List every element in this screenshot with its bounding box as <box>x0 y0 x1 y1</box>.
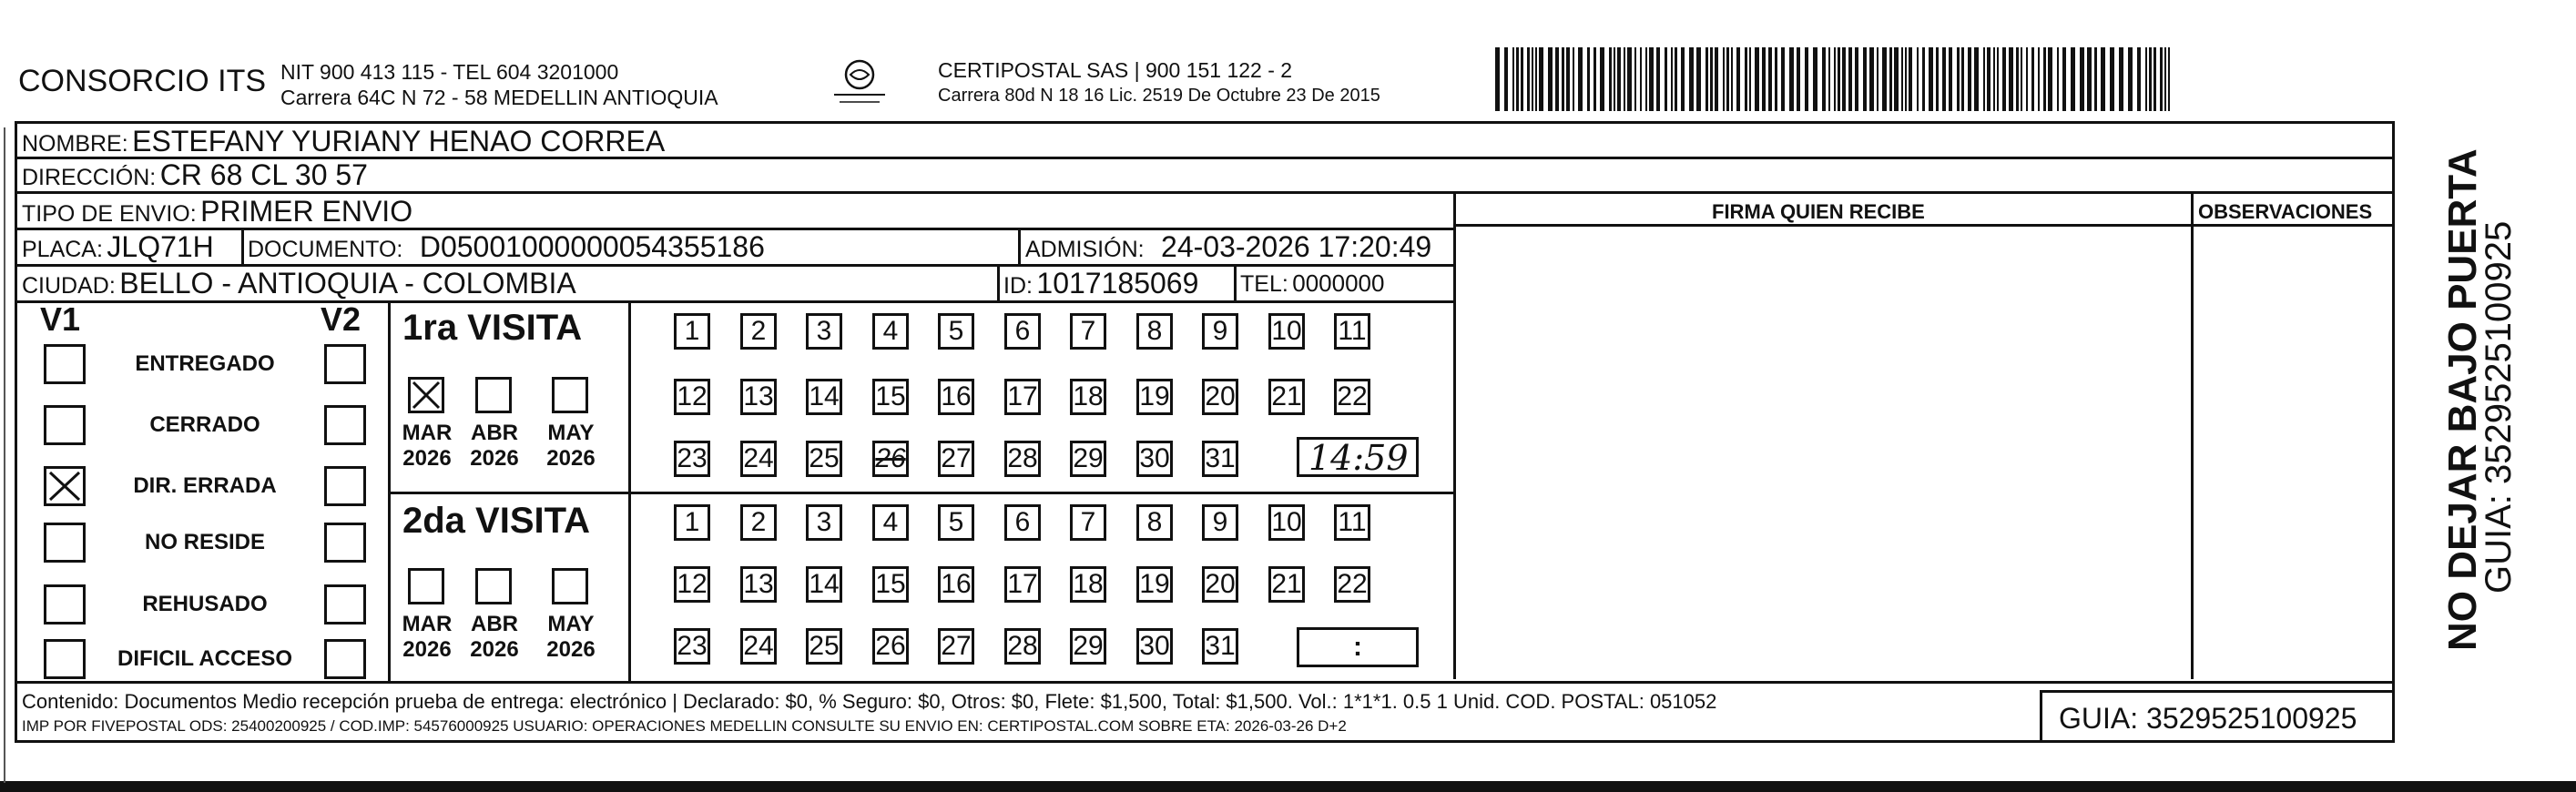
barcode-bar <box>1555 47 1559 111</box>
month-year: 2026 <box>470 446 519 471</box>
day-box[interactable]: 28 <box>1004 441 1041 477</box>
month-name: MAY <box>547 421 595 445</box>
day-box[interactable]: 15 <box>872 379 909 415</box>
placa-label: PLACA: <box>22 237 103 262</box>
admision-value: 24-03-2026 17:20:49 <box>1161 230 1432 263</box>
barcode-bar <box>1614 47 1615 111</box>
barcode-bar <box>1917 47 1919 111</box>
day-box[interactable]: 11 <box>1334 313 1370 350</box>
day-box[interactable]: 4 <box>872 313 909 350</box>
id-value: 1017185069 <box>1036 267 1199 300</box>
barcode-bar <box>1649 47 1654 111</box>
barcode-bar <box>1645 47 1647 111</box>
barcode-bar <box>1855 47 1858 111</box>
first-visit-time-box[interactable] <box>1297 437 1419 477</box>
certipostal-logo <box>830 56 889 106</box>
barcode-bar <box>1593 47 1596 111</box>
barcode-bar <box>1909 47 1912 111</box>
day-box[interactable]: 22 <box>1334 379 1370 415</box>
day-box[interactable]: 17 <box>1004 379 1041 415</box>
barcode-bar <box>1797 47 1800 111</box>
barcode-bar <box>1656 47 1660 111</box>
barcode-bar <box>1634 47 1636 111</box>
barcode-bar <box>1936 47 1939 111</box>
documento-label: DOCUMENTO: <box>248 237 403 262</box>
barcode-bar <box>2087 47 2092 111</box>
second-visit-time-box[interactable] <box>1297 627 1419 667</box>
barcode-bar <box>1813 47 1817 111</box>
day-box[interactable]: 6 <box>1004 504 1041 541</box>
barcode-bar <box>1822 47 1826 111</box>
barcode-bar <box>1877 47 1879 111</box>
month-label <box>463 421 526 472</box>
barcode-bar <box>1889 47 1892 111</box>
day-box[interactable]: 8 <box>1136 504 1173 541</box>
status-reason-label: DIR. ERRADA <box>133 473 277 498</box>
barcode-bar <box>1512 47 1514 111</box>
barcode-bar <box>2080 47 2084 111</box>
status-reason-label: REHUSADO <box>142 592 268 616</box>
barcode-bar <box>2101 47 2105 111</box>
barcode-bar <box>1675 47 1677 111</box>
barcode-bar <box>1957 47 1960 111</box>
barcode-bar <box>1562 47 1564 111</box>
v1-checkbox[interactable] <box>44 584 86 624</box>
day-box[interactable]: 29 <box>1070 628 1106 665</box>
barcode-bar <box>1710 47 1713 111</box>
day-box[interactable]: 31 <box>1202 628 1238 665</box>
barcode-bar <box>1949 47 1952 111</box>
day-box[interactable]: 24 <box>740 628 777 665</box>
tel-value: 0000000 <box>1292 269 1385 297</box>
month-checkbox-mar[interactable] <box>408 377 444 413</box>
barcode-bar <box>1665 47 1667 111</box>
month-year: 2026 <box>402 637 452 662</box>
ciudad-label: CIUDAD: <box>22 273 116 299</box>
carrier-address: Carrera 80d N 18 16 Lic. 2519 De Octubre 23 De 2015 <box>938 86 1380 106</box>
day-box[interactable]: 12 <box>674 379 710 415</box>
month-label <box>463 612 526 663</box>
day-box[interactable]: 1 <box>674 504 710 541</box>
barcode-bar <box>1689 47 1694 111</box>
side-guia: GUIA: 3529525100925 <box>2479 220 2519 594</box>
v1-checkbox[interactable] <box>44 344 86 384</box>
barcode-bar <box>2071 47 2075 111</box>
month-checkbox-may[interactable] <box>552 568 588 604</box>
barcode-bar <box>1863 47 1867 111</box>
barcode-bar <box>1587 47 1590 111</box>
second-visit-title: 2da VISITA <box>402 501 590 541</box>
barcode-bar <box>1842 47 1846 111</box>
barcode-bar <box>1516 47 1519 111</box>
tel-label: TEL: <box>1240 271 1288 297</box>
barcode-bar <box>1834 47 1836 111</box>
barcode-bar <box>1781 47 1785 111</box>
documento-row <box>248 230 765 264</box>
barcode-bar <box>2009 47 2013 111</box>
month-checkbox-may[interactable] <box>552 377 588 413</box>
barcode-bar <box>2160 47 2163 111</box>
day-box[interactable]: 29 <box>1070 441 1106 477</box>
ciudad-value: BELLO - ANTIOQUIA - COLOMBIA <box>119 267 576 300</box>
barcode-bar <box>1736 47 1740 111</box>
month-label <box>539 421 603 472</box>
barcode-bar <box>1527 47 1530 111</box>
barcode-bar <box>2026 47 2028 111</box>
company-nit: NIT 900 413 115 - TEL 604 3201000 <box>280 60 619 84</box>
day-box[interactable]: 21 <box>1268 566 1305 603</box>
day-box[interactable]: 20 <box>1202 566 1238 603</box>
day-box[interactable]: 1 <box>674 313 710 350</box>
barcode-bar <box>1745 47 1747 111</box>
month-checkbox-abr[interactable] <box>475 568 512 604</box>
day-box[interactable]: 18 <box>1070 566 1106 603</box>
barcode-bar <box>1869 47 1874 111</box>
second-visit-time: : <box>1353 632 1362 662</box>
barcode-bar <box>1726 47 1729 111</box>
barcode-bar <box>1997 47 1999 111</box>
tipo-label: TIPO DE ENVIO: <box>22 201 197 227</box>
day-box[interactable]: 18 <box>1070 379 1106 415</box>
barcode-bar <box>1987 47 1991 111</box>
status-reason-label: NO RESIDE <box>144 530 266 554</box>
v2-checkbox[interactable] <box>324 344 366 384</box>
day-box[interactable]: 7 <box>1070 504 1106 541</box>
month-year: 2026 <box>546 637 596 662</box>
barcode-bar <box>2145 47 2147 111</box>
day-box[interactable]: 4 <box>872 504 909 541</box>
barcode-bar <box>1974 47 1979 111</box>
barcode-bar <box>1942 47 1946 111</box>
day-box[interactable]: 8 <box>1136 313 1173 350</box>
day-box[interactable]: 9 <box>1202 504 1238 541</box>
month-name: ABR <box>471 421 518 445</box>
admision-label: ADMISIÓN: <box>1025 237 1145 262</box>
nombre-value: ESTEFANY YURIANY HENAO CORREA <box>132 125 666 157</box>
barcode-bar <box>1775 47 1777 111</box>
month-label <box>539 612 603 663</box>
nombre-row <box>22 125 665 158</box>
v2-checkbox[interactable] <box>324 639 366 679</box>
barcode-bar <box>1600 47 1604 111</box>
day-box[interactable]: 25 <box>806 441 842 477</box>
barcode-bar <box>2057 47 2059 111</box>
barcode-bar <box>1848 47 1852 111</box>
barcode-bar <box>1578 47 1583 111</box>
barcode-bar <box>1723 47 1725 111</box>
v1-label: V1 <box>40 300 81 338</box>
v2-checkbox[interactable] <box>324 466 366 506</box>
day-box[interactable]: 14 <box>806 379 842 415</box>
barcode-bar <box>1681 47 1685 111</box>
carrier-name: CERTIPOSTAL SAS | 900 151 122 - 2 <box>938 58 1293 82</box>
month-checkbox-mar[interactable] <box>408 568 444 604</box>
footer-line-1: Contenido: Documentos Medio recepción prueba de entrega: electrónico | Declarado: $0, % Seguro: $0, Otros: $0, Flete: $1,500, Total: $1,500. Vol.: 1*1*1. 0.5 1 Unid. COD. POSTAL: 051052 <box>22 690 1717 713</box>
status-reason-label: CERRADO <box>149 412 260 437</box>
month-name: MAY <box>547 612 595 636</box>
barcode-bar <box>1828 47 1830 111</box>
v1-checkbox[interactable] <box>44 405 86 445</box>
barcode-bar <box>1905 47 1907 111</box>
day-box[interactable]: 30 <box>1136 441 1173 477</box>
barcode-bar <box>2137 47 2141 111</box>
barcode-bar <box>1961 47 1964 111</box>
barcode-bar <box>1983 47 1985 111</box>
barcode-bar <box>1696 47 1701 111</box>
day-box[interactable]: 6 <box>1004 313 1041 350</box>
v2-label: V2 <box>321 300 361 338</box>
direccion-label: DIRECCIÓN: <box>22 165 157 190</box>
id-label: ID: <box>1003 273 1033 299</box>
day-box[interactable]: 7 <box>1070 313 1106 350</box>
barcode-bar <box>1838 47 1840 111</box>
v1-checkbox[interactable] <box>44 523 86 563</box>
v2-checkbox[interactable] <box>324 523 366 563</box>
barcode-bar <box>2062 47 2066 111</box>
barcode-bar <box>1609 47 1612 111</box>
first-visit-time: 14:59 <box>1308 438 1409 478</box>
barcode-bar <box>1929 47 1933 111</box>
day-box[interactable]: 16 <box>938 379 974 415</box>
barcode-bar <box>1882 47 1887 111</box>
barcode-bar <box>2002 47 2006 111</box>
day-box[interactable]: 2 <box>740 313 777 350</box>
month-year: 2026 <box>402 446 452 471</box>
v2-checkbox[interactable] <box>324 584 366 624</box>
barcode-bar <box>1539 47 1543 111</box>
barcode-bar <box>2094 47 2097 111</box>
month-label <box>395 421 459 472</box>
day-box[interactable]: 13 <box>740 566 777 603</box>
status-reason-label: ENTREGADO <box>135 351 275 376</box>
direccion-row <box>22 158 368 192</box>
barcode-bar <box>2031 47 2034 111</box>
month-name: MAR <box>402 421 453 445</box>
v1-checkbox[interactable] <box>44 639 86 679</box>
day-box[interactable]: 17 <box>1004 566 1041 603</box>
day-box[interactable]: 30 <box>1136 628 1173 665</box>
barcode <box>1493 47 2173 111</box>
barcode-bar <box>2119 47 2123 111</box>
day-box[interactable]: 23 <box>674 441 710 477</box>
day-box[interactable]: 5 <box>938 313 974 350</box>
day-box[interactable]: 31 <box>1202 441 1238 477</box>
day-box[interactable]: 24 <box>740 441 777 477</box>
barcode-bar <box>1640 47 1642 111</box>
barcode-bar <box>1968 47 1971 111</box>
barcode-bar <box>1624 47 1625 111</box>
barcode-bar <box>2110 47 2114 111</box>
month-name: ABR <box>471 612 518 636</box>
barcode-bar <box>2164 47 2166 111</box>
direccion-value: CR 68 CL 30 57 <box>159 158 368 191</box>
barcode-bar <box>1504 47 1508 111</box>
day-box[interactable]: 3 <box>806 313 842 350</box>
tipo-row <box>22 195 412 228</box>
day-box[interactable]: 5 <box>938 504 974 541</box>
side-warning: NO DEJAR BAJO PUERTA <box>2440 148 2485 651</box>
first-visit-title: 1ra VISITA <box>402 308 583 348</box>
barcode-bar <box>1627 47 1632 111</box>
company-address: Carrera 64C N 72 - 58 MEDELLIN ANTIOQUIA <box>280 86 718 109</box>
barcode-bar <box>1617 47 1621 111</box>
day-box[interactable]: 28 <box>1004 628 1041 665</box>
day-box[interactable]: 14 <box>806 566 842 603</box>
barcode-bar <box>2168 47 2170 111</box>
barcode-bar <box>2048 47 2052 111</box>
barcode-bar <box>1535 47 1537 111</box>
barcode-bar <box>2038 47 2040 111</box>
day-box[interactable]: 11 <box>1334 504 1370 541</box>
id-row <box>1003 267 1198 300</box>
barcode-bar <box>1573 47 1574 111</box>
day-box[interactable]: 16 <box>938 566 974 603</box>
documento-value: D05001000000054355186 <box>419 230 765 263</box>
admision-row <box>1025 230 1431 264</box>
observaciones-header: OBSERVACIONES <box>2198 200 2373 223</box>
barcode-bar <box>1532 47 1533 111</box>
footer-line-2: IMP POR FIVEPOSTAL ODS: 25400200925 / COD.IMP: 54576000925 USUARIO: OPERACIONES MEDELLIN CONSULTE SU ENVIO EN: CERTIPOSTAL.COM SOBRE ETA: 2026-03-26 D+2 <box>22 717 1347 735</box>
barcode-bar <box>2016 47 2019 111</box>
tipo-value: PRIMER ENVIO <box>200 195 413 228</box>
barcode-bar <box>2153 47 2156 111</box>
barcode-bar <box>1705 47 1708 111</box>
barcode-bar <box>1755 47 1759 111</box>
day-box[interactable]: 13 <box>740 379 777 415</box>
barcode-bar <box>1715 47 1718 111</box>
barcode-bar <box>1521 47 1523 111</box>
barcode-bar <box>1566 47 1570 111</box>
barcode-bar <box>1731 47 1733 111</box>
day-box[interactable]: 23 <box>674 628 710 665</box>
left-edge-line <box>4 127 5 783</box>
day-box[interactable]: 10 <box>1268 504 1305 541</box>
firma-header: FIRMA QUIEN RECIBE <box>1712 200 1925 223</box>
day-box[interactable]: 27 <box>938 628 974 665</box>
barcode-bar <box>2149 47 2152 111</box>
month-year: 2026 <box>546 446 596 471</box>
day-box[interactable]: 10 <box>1268 313 1305 350</box>
barcode-bar <box>2128 47 2133 111</box>
guia-box <box>2040 690 2395 743</box>
nombre-label: NOMBRE: <box>22 131 128 157</box>
ciudad-row <box>22 267 576 300</box>
barcode-bar <box>1749 47 1751 111</box>
barcode-bar <box>1671 47 1673 111</box>
day-box[interactable]: 22 <box>1334 566 1370 603</box>
barcode-bar <box>1762 47 1766 111</box>
day-box[interactable]: 19 <box>1136 379 1173 415</box>
day-box[interactable]: 3 <box>806 504 842 541</box>
day-box[interactable]: 26 <box>872 628 909 665</box>
barcode-bar <box>1495 47 1500 111</box>
barcode-bar <box>1805 47 1808 111</box>
placa-value: JLQ71H <box>107 230 214 263</box>
day-box[interactable]: 12 <box>674 566 710 603</box>
barcode-bar <box>1894 47 1899 111</box>
day-box[interactable]: 2 <box>740 504 777 541</box>
v2-checkbox[interactable] <box>324 405 366 445</box>
day-box[interactable]: 15 <box>872 566 909 603</box>
month-checkbox-abr[interactable] <box>475 377 512 413</box>
barcode-bar <box>1548 47 1553 111</box>
day-box[interactable]: 20 <box>1202 379 1238 415</box>
day-box[interactable]: 9 <box>1202 313 1238 350</box>
day-box[interactable]: 25 <box>806 628 842 665</box>
barcode-bar <box>1789 47 1794 111</box>
barcode-bar <box>1901 47 1903 111</box>
barcode-bar <box>1993 47 1995 111</box>
barcode-bar <box>1768 47 1772 111</box>
day-box[interactable]: 27 <box>938 441 974 477</box>
day-box[interactable]: 21 <box>1268 379 1305 415</box>
company-name: CONSORCIO ITS <box>18 64 267 98</box>
barcode-bar <box>1922 47 1925 111</box>
guia-footer: GUIA: 3529525100925 <box>2059 702 2357 735</box>
month-label <box>395 612 459 663</box>
barcode-bar <box>2021 47 2022 111</box>
day-box[interactable]: 19 <box>1136 566 1173 603</box>
day-box[interactable]: 26 <box>872 441 909 477</box>
status-reason-label: DIFICIL ACCESO <box>117 646 292 671</box>
barcode-bar <box>2043 47 2046 111</box>
month-name: MAR <box>402 612 453 636</box>
tel-row <box>1240 269 1384 298</box>
placa-row <box>22 230 214 264</box>
bottom-border <box>0 781 2576 792</box>
month-year: 2026 <box>470 637 519 662</box>
v1-checkbox[interactable] <box>44 466 86 506</box>
